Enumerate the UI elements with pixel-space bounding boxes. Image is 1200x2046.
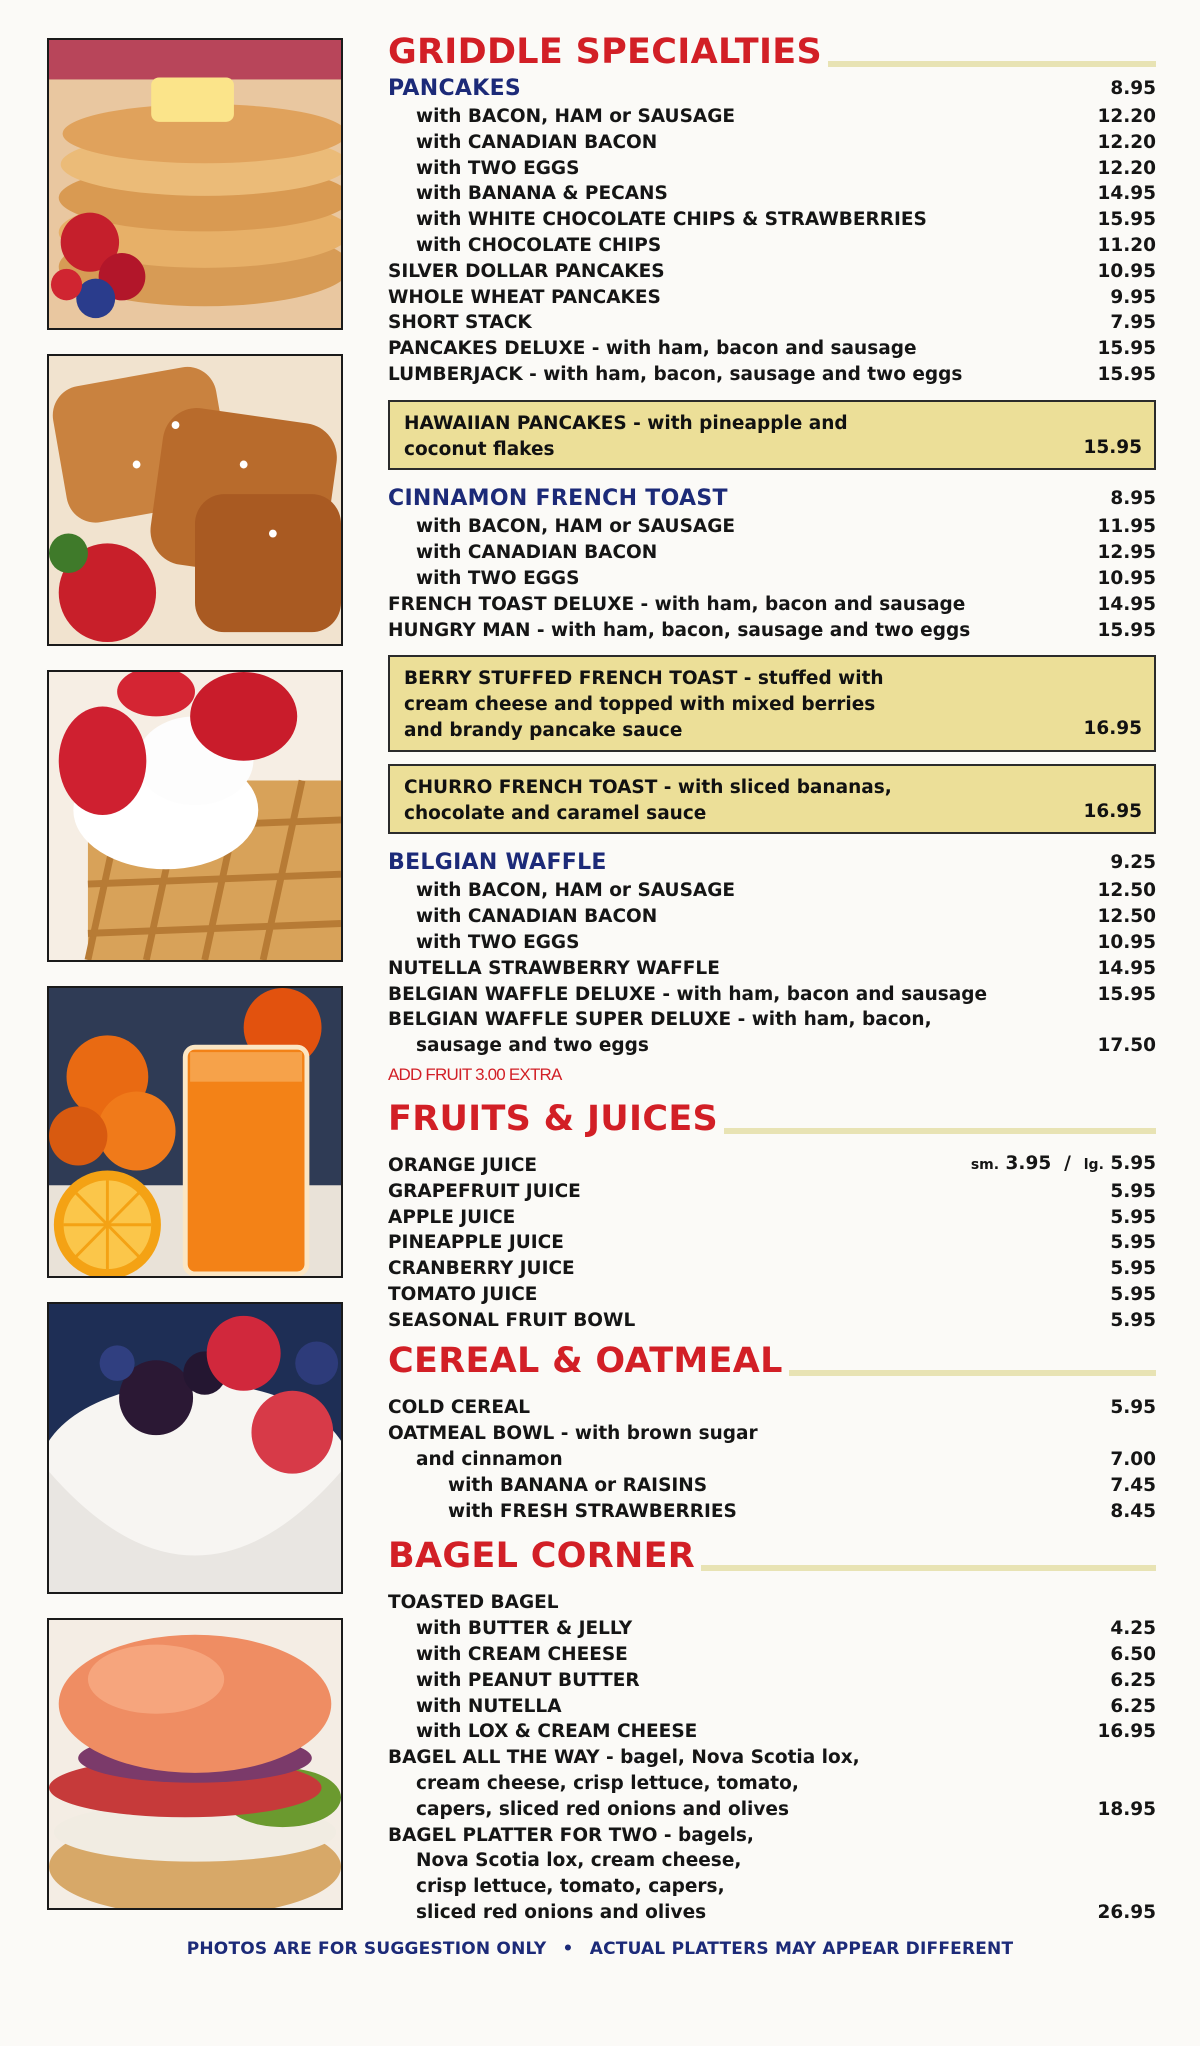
item-price: 18.95 [1097,1798,1156,1820]
item-name: with CANADIAN BACON [416,131,658,153]
item-name: with BANANA or RAISINS [448,1474,708,1496]
item-name: ORANGE JUICE [388,1154,538,1176]
menu-category [388,74,1156,104]
menu-item [388,156,1156,182]
menu-item [388,930,1156,956]
item-name: BAGEL ALL THE WAY - bagel, Nova Scotia lox, [388,1747,860,1769]
item-price: 11.95 [1097,516,1156,538]
item-name: BELGIAN WAFFLE DELUXE - with ham, bacon and sausage [388,983,988,1005]
box-line: coconut flakes [404,438,555,460]
churro-french-toast-box [388,764,1156,835]
item-name: with NUTELLA [416,1695,562,1717]
item-name: APPLE JUICE [388,1206,516,1228]
disclaimer-separator: • [562,1939,574,1959]
menu-item [388,1668,1156,1694]
hawaiian-pancakes-box [388,400,1156,471]
pancakes-list [388,74,1156,388]
menu-item [388,982,1156,1008]
size-large-label: lg. [1083,1156,1104,1173]
menu-item [388,618,1156,644]
item-name: LUMBERJACK - with ham, bacon, sausage and two eggs [388,363,963,385]
menu-item [388,285,1156,311]
cereal-list [388,1395,1156,1524]
item-name: with BACON, HAM or SAUSAGE [416,880,736,902]
item-name: with BACON, HAM or SAUSAGE [416,106,736,127]
item-price: 15.95 [1097,209,1156,231]
item-name: OATMEAL BOWL - with brown sugar [388,1423,758,1445]
item-name: crisp lettuce, tomato, capers, [416,1876,725,1898]
section-title: FRUITS & JUICES [388,1097,724,1141]
item-price: 6.25 [1110,1669,1156,1691]
item-price: 8.45 [1110,1500,1156,1522]
item-price: 8.95 [1110,488,1156,510]
section-fruits-juices [388,1097,1156,1141]
item-name: with BUTTER & JELLY [416,1618,633,1640]
menu-item [388,1797,1156,1823]
item-name: with CANADIAN BACON [416,906,658,928]
item-price: 9.25 [1110,852,1156,874]
item-name: capers, sliced red onions and olives [416,1798,789,1820]
item-name: with TWO EGGS [416,567,580,589]
item-name: SEASONAL FRUIT BOWL [388,1309,636,1331]
item-name: PANCAKES [388,76,522,101]
menu-item [388,1590,1156,1616]
item-price: 5.95 [1110,1232,1156,1254]
menu-item [388,1745,1156,1771]
item-price: 12.95 [1097,542,1156,564]
menu-item [388,1205,1156,1231]
item-name: with CHOCOLATE CHIPS [416,234,662,256]
menu-item [388,233,1156,259]
menu-item [388,514,1156,540]
item-price: 12.20 [1097,131,1156,153]
item-price: 14.95 [1097,957,1156,979]
add-fruit-note: ADD FRUIT 3.00 EXTRA [388,1064,562,1084]
section-title: GRIDDLE SPECIALTIES [388,30,828,74]
item-name: TOASTED BAGEL [388,1592,559,1614]
menu-item [388,207,1156,233]
menu-item [388,1694,1156,1720]
menu-item [388,1447,1156,1473]
disclaimer-left: PHOTOS ARE FOR SUGGESTION ONLY [186,1939,547,1959]
item-price: 6.50 [1110,1644,1156,1666]
menu-item [388,1179,1156,1205]
item-name: with FRESH STRAWBERRIES [448,1500,737,1522]
item-price: 12.20 [1097,106,1156,127]
menu-item [388,310,1156,336]
menu-category [388,484,1156,514]
item-name: PINEAPPLE JUICE [388,1232,564,1254]
item-price: 12.50 [1097,880,1156,902]
menu-category [388,848,1156,878]
item-name: sausage and two eggs [416,1035,649,1057]
item-price: 10.95 [1097,931,1156,953]
menu-item [388,1616,1156,1642]
menu-item [388,181,1156,207]
juices-list [388,1179,1156,1334]
item-name: and cinnamon [416,1449,563,1471]
item-price: 4.25 [1110,1618,1156,1640]
item-price: 10.95 [1097,567,1156,589]
section-title: BAGEL CORNER [388,1534,701,1578]
bagel-list [388,1590,1156,1925]
item-name: with CREAM CHEESE [416,1644,628,1666]
orange-juice-photo [47,986,343,1278]
item-price: 8.95 [1110,78,1156,99]
item-name: with CANADIAN BACON [416,542,658,564]
menu-item [388,1395,1156,1421]
item-name: SHORT STACK [388,312,532,334]
size-separator: / [1064,1152,1071,1174]
menu-item [388,1499,1156,1525]
menu-item [388,1900,1156,1926]
item-name: WHOLE WHEAT PANCAKES [388,286,661,308]
menu-item [388,1823,1156,1849]
menu-column [388,26,1156,1986]
item-price: 26.95 [1097,1902,1156,1924]
menu-item [388,1421,1156,1447]
item-name: with BANANA & PECANS [416,183,668,205]
item-name: FRENCH TOAST DELUXE - with ham, bacon and sausage [388,593,966,615]
item-name: BAGEL PLATTER FOR TWO - bagels, [388,1824,754,1846]
menu-item [388,1007,1156,1033]
menu-item [388,878,1156,904]
item-name: SILVER DOLLAR PANCAKES [388,260,665,282]
menu-item [388,1473,1156,1499]
menu-item [388,336,1156,362]
french-toast-list [388,484,1156,643]
box-price: 16.95 [1083,800,1142,822]
item-name: with TWO EGGS [416,157,580,179]
item-price: 5.95 [1110,1397,1156,1419]
item-price: 9.95 [1110,286,1156,308]
menu-item [388,362,1156,388]
bagel-lox-photo [47,1618,343,1910]
size-large-price: 5.95 [1110,1152,1156,1174]
box-price: 16.95 [1083,717,1142,739]
item-price: 14.95 [1097,183,1156,205]
pancakes-photo [47,38,343,330]
box-line: chocolate and caramel sauce [404,802,707,824]
item-price [971,1151,1156,1179]
item-name: GRAPEFRUIT JUICE [388,1180,581,1202]
menu-item [388,904,1156,930]
item-price: 7.95 [1110,312,1156,334]
item-price: 7.45 [1110,1474,1156,1496]
item-price: 5.95 [1110,1206,1156,1228]
menu-item [388,130,1156,156]
menu-item [388,1642,1156,1668]
item-price: 16.95 [1097,1721,1156,1743]
waffle-photo [47,670,343,962]
menu-item [388,1874,1156,1900]
menu-item [388,1308,1156,1334]
item-name: with WHITE CHOCOLATE CHIPS & STRAWBERRIES [416,209,927,231]
item-price: 14.95 [1097,593,1156,615]
box-line: HAWAIIAN PANCAKES - with pineapple and [404,412,848,434]
item-name: cream cheese, crisp lettuce, tomato, [416,1773,799,1795]
section-title: CEREAL & OATMEAL [388,1339,789,1383]
item-name: with TWO EGGS [416,931,580,953]
item-name: with BACON, HAM or SAUSAGE [416,516,736,538]
item-price: 5.95 [1110,1309,1156,1331]
menu-item [388,1719,1156,1745]
menu-item [388,1771,1156,1797]
menu-item [388,1848,1156,1874]
item-price: 15.95 [1097,983,1156,1005]
item-name: CINNAMON FRENCH TOAST [388,486,728,512]
item-price: 6.25 [1110,1695,1156,1717]
menu-item [388,1282,1156,1308]
berry-stuffed-french-toast-box [388,655,1156,751]
menu-item [388,1230,1156,1256]
french-toast-photo [47,354,343,646]
disclaimer-right: ACTUAL PLATTERS MAY APPEAR DIFFERENT [589,1939,1014,1959]
belgian-waffle-list [388,848,1156,1059]
item-name: sliced red onions and olives [416,1902,707,1924]
item-name: BELGIAN WAFFLE [388,850,607,876]
item-price: 7.00 [1110,1449,1156,1471]
menu-item [388,956,1156,982]
item-name: COLD CEREAL [388,1397,531,1419]
size-small-price: 3.95 [1005,1152,1052,1174]
menu-item [388,104,1156,130]
box-line: BERRY STUFFED FRENCH TOAST - stuffed with [404,668,884,690]
item-name: BELGIAN WAFFLE SUPER DELUXE - with ham, bacon, [388,1009,932,1031]
item-name: HUNGRY MAN - with ham, bacon, sausage and two eggs [388,619,971,641]
menu-item [388,259,1156,285]
item-price: 12.50 [1097,906,1156,928]
item-price: 17.50 [1097,1035,1156,1057]
item-name: with LOX & CREAM CHEESE [416,1721,698,1743]
item-name: Nova Scotia lox, cream cheese, [416,1850,742,1872]
item-name: TOMATO JUICE [388,1283,538,1305]
size-small-label: sm. [970,1156,1000,1173]
item-name: NUTELLA STRAWBERRY WAFFLE [388,957,720,979]
menu-item [388,1256,1156,1282]
item-name: CRANBERRY JUICE [388,1258,575,1280]
item-price: 15.95 [1097,363,1156,385]
menu-item [388,1033,1156,1059]
section-cereal-oatmeal [388,1339,1156,1383]
item-price: 11.20 [1097,234,1156,256]
item-price: 5.95 [1110,1180,1156,1202]
item-price: 5.95 [1110,1283,1156,1305]
item-price: 10.95 [1097,260,1156,282]
box-line: CHURRO FRENCH TOAST - with sliced bananas, [404,776,892,798]
menu-item [388,592,1156,618]
section-bagel-corner [388,1534,1156,1578]
yogurt-berries-photo [47,1302,343,1594]
item-price: 12.20 [1097,157,1156,179]
menu-item [388,566,1156,592]
item-price: 15.95 [1097,338,1156,360]
item-price: 5.95 [1110,1258,1156,1280]
box-price: 15.95 [1083,436,1142,458]
photo-disclaimer [0,1939,1200,1959]
menu-item-orange-juice [388,1151,1156,1179]
item-price: 15.95 [1097,619,1156,641]
section-griddle-specialties [388,30,1156,74]
item-name: with PEANUT BUTTER [416,1669,640,1691]
box-line: and brandy pancake sauce [404,719,683,741]
menu-item [388,540,1156,566]
item-name: PANCAKES DELUXE - with ham, bacon and sausage [388,338,917,360]
box-line: cream cheese and topped with mixed berries [404,694,876,716]
